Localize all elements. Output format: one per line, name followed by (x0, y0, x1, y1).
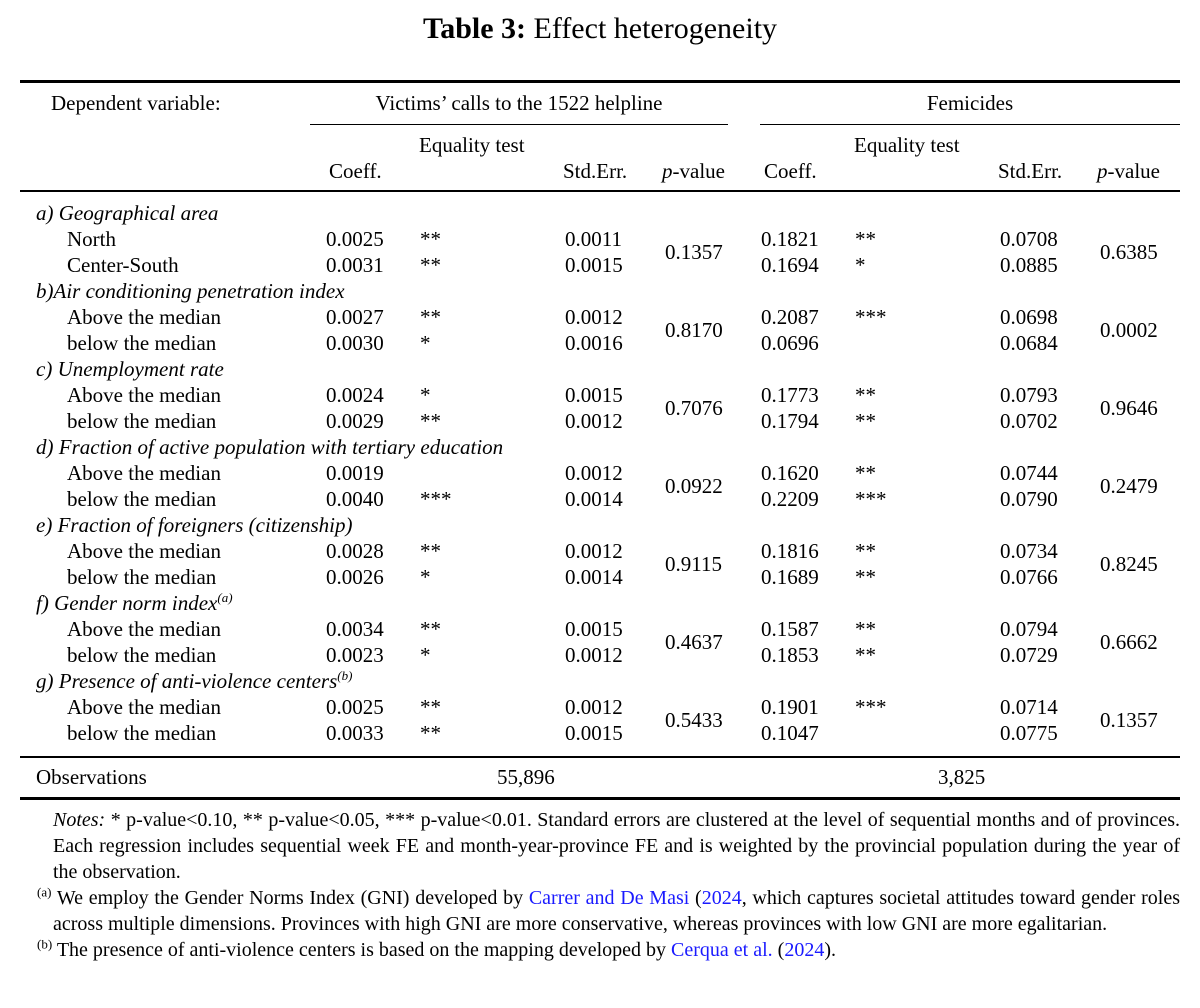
stars-femicides: ** (855, 461, 876, 485)
pvalue-p-2: p (1097, 159, 1108, 183)
coeff-femicides: 0.1794 (761, 409, 819, 433)
stderr-femicides: 0.0698 (1000, 305, 1058, 329)
stderr-calls: 0.0012 (565, 643, 623, 667)
stars-calls: * (420, 383, 431, 407)
stars-calls: ** (420, 227, 441, 251)
coeff-femicides: 0.1821 (761, 227, 819, 251)
coeff-calls: 0.0026 (326, 565, 384, 589)
note-a: $^{(a)}$ We employ the Gender Norms Index (GNI) developed by Carrer and De Masi (2024, which captures societal attitudes toward gender roles across multiple dimensions. Provinces with high GNI are more conservative, whereas provinces with low GNI are more egalitarian. (37, 884, 1180, 935)
notes-lead: Notes: (53, 809, 106, 831)
note-a-post: , which captures societal attitudes toward gender roles across multiple dimensions. Provinces with high GNI are more conservative, whereas provinces with low GNI are more egalitarian. (53, 887, 1180, 935)
stderr-femicides: 0.0684 (1000, 331, 1058, 355)
coeff-femicides: 0.1901 (761, 695, 819, 719)
pvalue-rest-1: -value (672, 159, 725, 183)
stderr-femicides: 0.0766 (1000, 565, 1058, 589)
pvalue-calls: 0.0922 (665, 474, 723, 498)
row-label: Center-South (67, 253, 179, 277)
pvalue-calls: 0.5433 (665, 708, 723, 732)
stars-calls: ** (420, 305, 441, 329)
section-label (36, 591, 233, 616)
group-header-femicides: Femicides (926, 91, 1014, 115)
group-header-calls: Victims’ calls to the 1522 helpline (375, 91, 663, 115)
stderr-calls: 0.0012 (565, 305, 623, 329)
pvalue-header-2 (1097, 159, 1160, 184)
coeff-calls: 0.0031 (326, 253, 384, 277)
coeff-femicides: 0.1694 (761, 253, 819, 277)
pvalue-calls: 0.1357 (665, 240, 723, 264)
row-label: below the median (67, 487, 217, 511)
note-b: $^{(b)}$ The presence of anti-violence centers is based on the mapping developed by Cerqua et al. (2024). (37, 936, 836, 961)
stderr-femicides: 0.0729 (1000, 643, 1058, 667)
bottom-rule (20, 797, 1180, 800)
coeff-calls: 0.0028 (326, 539, 384, 563)
section-label: b)Air conditioning penetration index (36, 279, 345, 303)
coeff-calls: 0.0024 (326, 383, 384, 407)
coeff-calls: 0.0025 (326, 695, 384, 719)
stderr-calls: 0.0015 (565, 617, 623, 641)
mid-rule (20, 756, 1180, 758)
group-rule-femicides (760, 124, 1180, 125)
stderr-calls: 0.0012 (565, 409, 623, 433)
stderr-femicides: 0.0790 (1000, 487, 1058, 511)
dependent-variable-label: Dependent variable: (51, 91, 221, 115)
table-notes (37, 807, 1180, 963)
coeff-header-1: Coeff. (329, 159, 382, 183)
row-label: North (67, 227, 116, 251)
stderr-femicides: 0.0714 (1000, 695, 1058, 719)
equality-test-label-1: Equality test (419, 133, 525, 157)
stderr-calls: 0.0015 (565, 721, 623, 745)
stars-calls: * (420, 643, 431, 667)
stars-calls: * (420, 565, 431, 589)
stderr-calls: 0.0015 (565, 383, 623, 407)
coeff-calls: 0.0030 (326, 331, 384, 355)
coeff-femicides: 0.1773 (761, 383, 819, 407)
stars-calls: ** (420, 695, 441, 719)
pvalue-calls: 0.8170 (665, 318, 723, 342)
stderr-femicides: 0.0744 (1000, 461, 1058, 485)
stderr-calls: 0.0015 (565, 253, 623, 277)
stderr-femicides: 0.0702 (1000, 409, 1058, 433)
stars-femicides: ** (855, 617, 876, 641)
stderr-calls: 0.0014 (565, 487, 623, 511)
row-label: Above the median (67, 539, 221, 563)
note-b-mark: (b) (37, 936, 53, 952)
stars-calls: *** (420, 487, 452, 511)
stars-femicides: ** (855, 643, 876, 667)
stars-calls: ** (420, 617, 441, 641)
stars-femicides: *** (855, 487, 887, 511)
pvalue-calls: 0.9115 (665, 552, 722, 576)
coeff-calls: 0.0027 (326, 305, 384, 329)
section-label: c) Unemployment rate (36, 357, 224, 381)
stars-calls: * (420, 331, 431, 355)
stderr-femicides: 0.0775 (1000, 721, 1058, 745)
pvalue-femicides: 0.6662 (1100, 630, 1158, 654)
row-label: below the median (67, 409, 217, 433)
stderr-calls: 0.0012 (565, 695, 623, 719)
coeff-femicides: 0.2209 (761, 487, 819, 511)
coeff-calls: 0.0040 (326, 487, 384, 511)
row-label: below the median (67, 331, 217, 355)
stars-calls: ** (420, 539, 441, 563)
section-label: a) Geographical area (36, 201, 219, 225)
pvalue-femicides: 0.8245 (1100, 552, 1158, 576)
row-label: below the median (67, 721, 217, 745)
header-rule (20, 190, 1180, 192)
row-label: Above the median (67, 617, 221, 641)
pvalue-femicides: 0.0002 (1100, 318, 1158, 342)
section-label: d) Fraction of active population with tertiary education (36, 435, 504, 459)
observations-calls: 55,896 (497, 765, 555, 789)
row-label: Above the median (67, 695, 221, 719)
top-rule (20, 80, 1180, 83)
stderr-femicides: 0.0734 (1000, 539, 1058, 563)
note-b-post: ). (824, 939, 836, 961)
stars-calls: ** (420, 409, 441, 433)
observations-femicides: 3,825 (938, 765, 986, 789)
section-label (36, 669, 352, 694)
group-rule-calls (310, 124, 728, 125)
pvalue-femicides: 0.1357 (1100, 708, 1158, 732)
coeff-femicides: 0.1587 (761, 617, 819, 641)
stderr-femicides: 0.0793 (1000, 383, 1058, 407)
coeff-calls: 0.0033 (326, 721, 384, 745)
pvalue-p-1: p (662, 159, 673, 183)
coeff-calls: 0.0023 (326, 643, 384, 667)
stderr-calls: 0.0016 (565, 331, 623, 355)
stderr-femicides: 0.0885 (1000, 253, 1058, 277)
table-number: Table 3: (422, 12, 527, 45)
note-b-pre: The presence of anti-violence centers is based on the mapping developed by (56, 939, 672, 961)
row-label: below the median (67, 643, 217, 667)
citation-carrer-year[interactable]: 2024 (701, 887, 742, 909)
notes-text: * p-value<0.10, ** p-value<0.05, *** p-value<0.01. Standard errors are clustered at the level of sequential months and of provinces. Each regression includes sequential week FE and month-year-province FE and is weighted by the provincial population during the year of the observation. (53, 809, 1180, 883)
row-label: below the median (67, 565, 217, 589)
stderr-femicides: 0.0708 (1000, 227, 1058, 251)
coeff-header-2: Coeff. (764, 159, 817, 183)
stars-femicides: * (855, 253, 866, 277)
stderr-header-1: Std.Err. (563, 159, 628, 183)
row-label: Above the median (67, 383, 221, 407)
coeff-femicides: 0.1620 (761, 461, 819, 485)
stars-femicides: ** (855, 409, 876, 433)
coeff-femicides: 0.0696 (761, 331, 819, 355)
coeff-femicides: 0.1816 (761, 539, 819, 563)
pvalue-calls: 0.7076 (665, 396, 723, 420)
stars-femicides: ** (855, 539, 876, 563)
coeff-femicides: 0.1689 (761, 565, 819, 589)
stderr-femicides: 0.0794 (1000, 617, 1058, 641)
stderr-calls: 0.0011 (565, 227, 622, 251)
pvalue-femicides: 0.6385 (1100, 240, 1158, 264)
coeff-femicides: 0.2087 (761, 305, 819, 329)
stars-femicides: *** (855, 695, 887, 719)
citation-cerqua[interactable]: Cerqua et al. (671, 939, 773, 961)
row-label: Above the median (67, 305, 221, 329)
pvalue-header-1 (662, 159, 725, 184)
note-a-pre: We employ the Gender Norms Index (GNI) developed by (56, 887, 529, 909)
table-title (0, 12, 1200, 46)
notes-main (37, 807, 1180, 885)
stars-femicides: ** (855, 383, 876, 407)
stars-calls: ** (420, 253, 441, 277)
stderr-calls: 0.0012 (565, 539, 623, 563)
coeff-calls: 0.0029 (326, 409, 384, 433)
citation-cerqua-year[interactable]: 2024 (784, 939, 825, 961)
note-a-mark: (a) (37, 884, 52, 900)
citation-carrer-de-masi[interactable]: Carrer and De Masi (528, 887, 690, 909)
pvalue-femicides: 0.9646 (1100, 396, 1158, 420)
equality-test-label-2: Equality test (854, 133, 960, 157)
stars-calls: ** (420, 721, 441, 745)
table-caption: Effect heterogeneity (533, 12, 778, 45)
coeff-calls: 0.0019 (326, 461, 384, 485)
section-label: e) Fraction of foreigners (citizenship) (36, 513, 353, 537)
coeff-calls: 0.0034 (326, 617, 384, 641)
stars-femicides: ** (855, 227, 876, 251)
pvalue-rest-2: -value (1107, 159, 1160, 183)
section-label-text: f) Gender norm index (36, 591, 218, 615)
stars-femicides: *** (855, 305, 887, 329)
observations-label: Observations (36, 765, 147, 789)
section-label-text: g) Presence of anti-violence centers (36, 669, 338, 693)
stars-femicides: ** (855, 565, 876, 589)
row-label: Above the median (67, 461, 221, 485)
stderr-header-2: Std.Err. (998, 159, 1063, 183)
section-footnote-mark: (b) (337, 668, 353, 683)
stderr-calls: 0.0014 (565, 565, 623, 589)
coeff-femicides: 0.1853 (761, 643, 819, 667)
section-footnote-mark: (a) (217, 590, 233, 605)
pvalue-calls: 0.4637 (665, 630, 723, 654)
coeff-femicides: 0.1047 (761, 721, 819, 745)
stderr-calls: 0.0012 (565, 461, 623, 485)
pvalue-femicides: 0.2479 (1100, 474, 1158, 498)
coeff-calls: 0.0025 (326, 227, 384, 251)
